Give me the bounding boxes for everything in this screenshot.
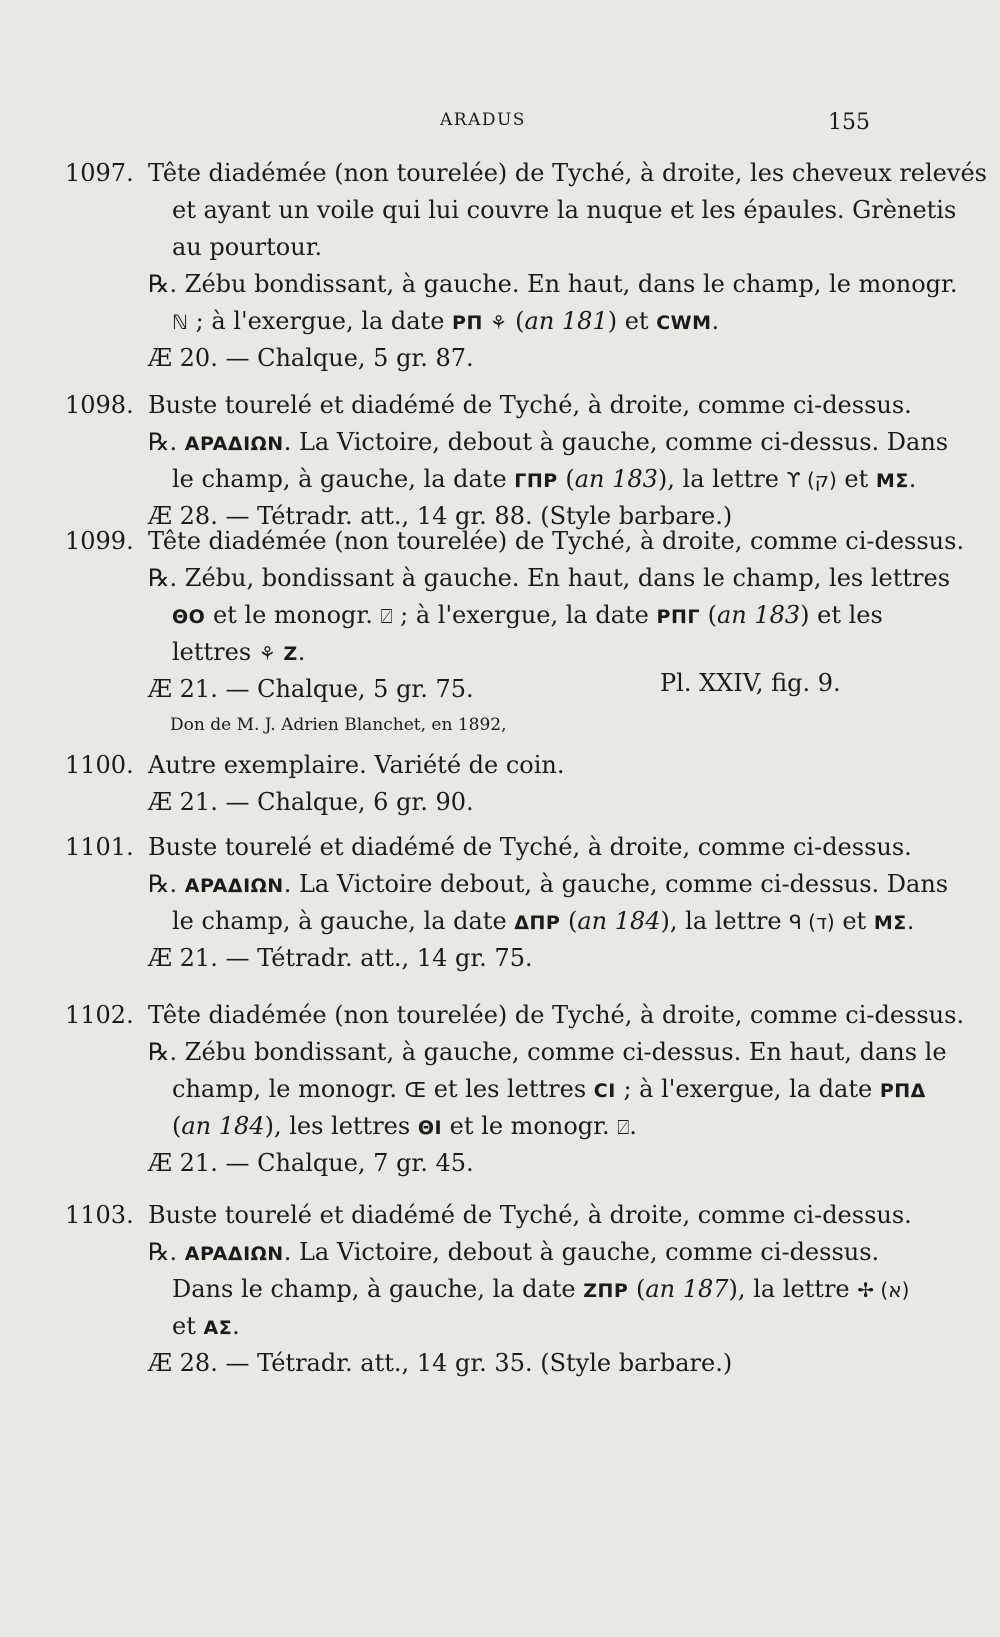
text-run: ℞. (148, 428, 185, 456)
monogram-symbol: ᑫ (ד) (789, 910, 835, 934)
text-run: et le monogr. (442, 1112, 618, 1140)
text-run: ( (507, 307, 525, 335)
text-run: ), la lettre (657, 465, 787, 493)
page-header (0, 110, 1000, 140)
text-run: . La Victoire, debout à gauche, comme ci-dessus. (283, 1238, 880, 1266)
text-run: le champ, à gauche, la date (172, 907, 515, 935)
greek-legend: ZΠP (583, 1280, 629, 1302)
entry-line (172, 1074, 926, 1106)
text-run: Buste tourelé et diadémé de Tyché, à droite, comme ci-dessus. (148, 833, 912, 861)
text-run: Don de M. J. Adrien Blanchet, en 1892, (170, 715, 507, 735)
entry-line (148, 158, 987, 188)
text-run: Buste tourelé et diadémé de Tyché, à droite, comme ci-dessus. (148, 1201, 912, 1229)
entry-line (172, 637, 305, 669)
entry-line (148, 832, 912, 862)
monogram-symbol: ϒ (ק) (786, 468, 837, 492)
entry-number: 1102. (65, 1001, 134, 1029)
text-run: ( (560, 907, 578, 935)
text-run: Tête diadémée (non tourelée) de Tyché, à droite, comme ci-dessus. (148, 527, 965, 555)
entry-number: 1100. (65, 751, 134, 779)
text-run: ) et les (800, 601, 883, 629)
entry-number: 1103. (65, 1201, 134, 1229)
greek-legend: ΓΠP (514, 470, 558, 492)
text-run: au pourtour. (172, 233, 323, 261)
text-run: Dans le champ, à gauche, la date (172, 1275, 584, 1303)
entry-line (148, 1148, 474, 1178)
text-run: ℞. Zébu bondissant, à gauche, comme ci-dessus. En haut, dans le (148, 1038, 947, 1066)
text-run: Æ 21. — Chalque, 5 gr. 75. (148, 675, 474, 703)
entry-number: 1101. (65, 833, 134, 861)
text-run: . (232, 1312, 240, 1340)
text-run: Æ 21. — Chalque, 6 gr. 90. (148, 788, 474, 816)
entry-number: 1098. (65, 391, 134, 419)
text-run: ), la lettre (660, 907, 790, 935)
entry-line (172, 1274, 909, 1306)
monogram-symbol: ⍁ (617, 1115, 630, 1139)
text-run: Æ 20. — Chalque, 5 gr. 87. (148, 344, 474, 372)
text-run: ; à l'exergue, la date (188, 307, 453, 335)
entry-line (172, 306, 719, 338)
entry-line (172, 906, 914, 938)
entry-line (148, 563, 950, 593)
year-note: an 184 (577, 907, 661, 935)
text-run: ), les lettres (264, 1112, 418, 1140)
text-run: ), la lettre (728, 1275, 858, 1303)
text-run: et (834, 907, 874, 935)
entry-line (148, 1200, 912, 1230)
text-run: . (711, 307, 720, 335)
text-run: ) et (607, 307, 657, 335)
entry-line (172, 1311, 240, 1343)
entry-line (148, 427, 948, 459)
monogram-symbol: ℕ (172, 310, 189, 334)
text-run: Buste tourelé et diadémé de Tyché, à droite, comme ci-dessus. (148, 391, 912, 419)
text-run: ( (172, 1112, 182, 1140)
entry-line (148, 750, 565, 780)
greek-legend: CI (593, 1080, 616, 1102)
text-run: champ, le monogr. (172, 1075, 405, 1103)
greek-legend: ⚘ Z (258, 643, 298, 665)
text-run: . (906, 907, 915, 935)
entry-line (172, 1111, 637, 1143)
text-run: . La Victoire debout, à gauche, comme ci-dessus. Dans (283, 870, 949, 898)
text-run: ( (628, 1275, 646, 1303)
text-run: lettres (172, 638, 259, 666)
page-number: 155 (828, 110, 870, 135)
text-run: ℞. (148, 870, 185, 898)
year-note: an 184 (181, 1112, 265, 1140)
text-run: . (297, 638, 306, 666)
entry-line (172, 195, 956, 225)
entry-line (170, 707, 506, 740)
greek-legend: MΣ (875, 470, 909, 492)
greek-legend: ΘI (417, 1117, 443, 1139)
entry-line (148, 1348, 732, 1378)
text-run: et les lettres (426, 1075, 594, 1103)
entry-line (148, 1000, 964, 1030)
text-run: le champ, à gauche, la date (172, 465, 515, 493)
entry-line (148, 869, 948, 901)
entry-line (148, 269, 957, 299)
greek-legend: APAΔIΩN (184, 433, 284, 455)
greek-legend: AΣ (203, 1317, 233, 1339)
text-run: Æ 21. — Tétradr. att., 14 gr. 75. (148, 944, 533, 972)
entry-number: 1097. (65, 159, 134, 187)
text-run: ℞. Zébu, bondissant à gauche. En haut, dans le champ, les lettres (148, 564, 951, 592)
text-run: ℞. (148, 1238, 185, 1266)
monogram-symbol: ⍁ (380, 604, 393, 628)
text-run: et le monogr. (205, 601, 381, 629)
entry-line (172, 232, 322, 262)
entry-line (148, 526, 964, 556)
monogram-symbol: Œ (404, 1078, 427, 1102)
text-run: Æ 28. — Tétradr. att., 14 gr. 35. (Style barbare.) (148, 1349, 733, 1377)
greek-legend: APAΔIΩN (184, 1243, 284, 1265)
plate-reference: Pl. XXIV, fig. 9. (660, 669, 841, 697)
text-run: ; à l'exergue, la date (615, 1075, 880, 1103)
text-run: . (908, 465, 917, 493)
greek-legend: PΠΓ (656, 606, 700, 628)
year-note: an 187 (645, 1275, 729, 1303)
entry-line (148, 674, 474, 704)
entry-line (148, 390, 912, 420)
greek-legend: PΠΔ (879, 1080, 926, 1102)
monogram-symbol: ✢ (א) (857, 1278, 910, 1302)
greek-legend: PΠ ⚘ (452, 312, 508, 334)
entry-line (148, 787, 474, 817)
text-run: . (629, 1112, 637, 1140)
greek-legend: APAΔIΩN (184, 875, 284, 897)
text-run: et ayant un voile qui lui couvre la nuque et les épaules. Grènetis (172, 196, 957, 224)
entry-line (172, 600, 883, 632)
text-run: Tête diadémée (non tourelée) de Tyché, à droite, les cheveux relevés (148, 159, 987, 187)
running-title: ARADUS (440, 110, 526, 130)
greek-legend: ΘO (172, 606, 206, 628)
text-run: Autre exemplaire. Variété de coin. (148, 751, 565, 779)
text-run: ( (557, 465, 575, 493)
text-run: ( (699, 601, 717, 629)
text-run: et (836, 465, 876, 493)
text-run: et (172, 1312, 204, 1340)
year-note: an 183 (574, 465, 658, 493)
greek-legend: ΔΠP (514, 912, 561, 934)
text-run: Æ 21. — Chalque, 7 gr. 45. (148, 1149, 474, 1177)
text-run: . La Victoire, debout à gauche, comme ci-dessus. Dans (283, 428, 949, 456)
year-note: an 181 (524, 307, 608, 335)
greek-legend: CWM (656, 312, 712, 334)
entry-line (148, 343, 474, 373)
entry-line (148, 943, 533, 973)
text-run: Tête diadémée (non tourelée) de Tyché, à droite, comme ci-dessus. (148, 1001, 965, 1029)
year-note: an 183 (716, 601, 801, 629)
entry-line (148, 1237, 879, 1269)
text-run: ℞. Zébu bondissant, à gauche. En haut, dans le champ, le monogr. (148, 270, 958, 298)
entry-line (172, 464, 916, 496)
greek-legend: MΣ (873, 912, 907, 934)
entry-number: 1099. (65, 527, 134, 555)
text-run: Æ 28. — Tétradr. att., 14 gr. 88. (Style barbare.) (148, 502, 733, 530)
text-run: ; à l'exergue, la date (392, 601, 657, 629)
entry-line (148, 1037, 947, 1067)
